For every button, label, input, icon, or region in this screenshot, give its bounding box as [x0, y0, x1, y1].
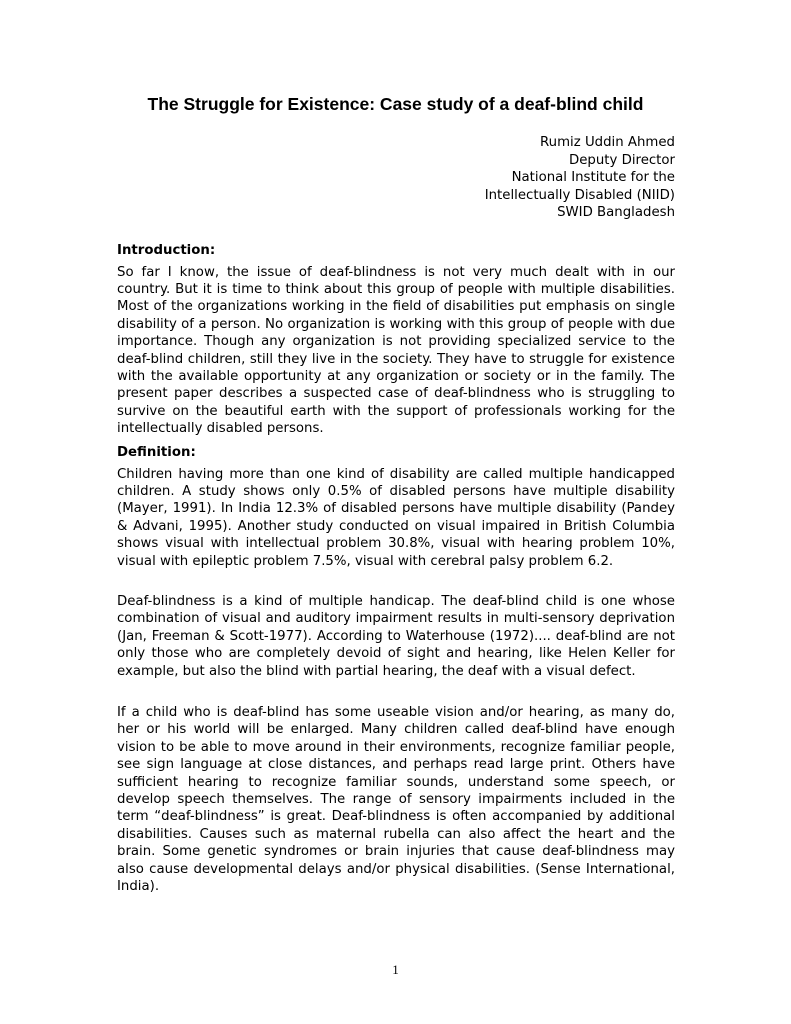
definition-paragraph-3: If a child who is deaf-blind has some useable vision and/or hearing, as many do, her or his world will be enlarged. Many children called deaf-blind have enough vision to be able to move around in their environments, recognize familiar people, see sign language at close distances, and perhaps read large print. Others have sufficient hearing to recognize familiar sounds, understand some speech, or develop speech themselves. The range of sensory impairments included in the term “deaf-blindness” is great. Deaf-blindness is often accompanied by additional disabilities. Causes such as maternal rubella can also affect the heart and the brain. Some genetic syndromes or brain injuries that cause deaf-blindness may also cause developmental delays and/or physical disabilities. (Sense International, India). [117, 705, 675, 895]
author-position: Deputy Director [568, 152, 675, 168]
definition-section [117, 444, 675, 570]
page-number: 1 [392, 962, 399, 977]
definition-paragraph-2: Deaf-blindness is a kind of multiple handicap. The deaf-blind child is one whose combination of visual and auditory impairment results in multi-sensory deprivation (Jan, Freeman & Scott-1977). According to Waterhouse (1972).... deaf-blind are not only those who are completely devoid of sight and hearing, like Helen Keller for example, but also the blind with partial hearing, the deaf with a visual defect. [117, 594, 675, 679]
author-block [485, 134, 675, 222]
definition-heading: Definition: [117, 445, 196, 460]
definition-paragraph-1: Children having more than one kind of disability are called multiple handicapped children. A study shows only 0.5% of disabled persons have multiple disability (Mayer, 1991). In India 12.3% of disabled persons have multiple disability (Pandey & Advani, 1995). Another study conducted on visual impaired in British Columbia shows visual with intellectual problem 30.8%, visual with hearing problem 10%, visual with epileptic problem 7.5%, visual with cerebral palsy problem 6.2. [117, 466, 675, 569]
author-institute-line1: National Institute for the [511, 170, 675, 186]
introduction-section [117, 242, 675, 438]
author-organization: SWID Bangladesh [557, 205, 675, 221]
author-name: Rumiz Uddin Ahmed [540, 135, 675, 150]
definition-paragraph-2-block [117, 593, 675, 680]
author-institute-line2: Intellectually Disabled (NIID) [484, 187, 675, 203]
definition-paragraph-3-block [117, 704, 675, 895]
document-title: The Struggle for Existence: Case study of a deaf-blind child [147, 94, 644, 114]
introduction-paragraph: So far I know, the issue of deaf-blindness is not very much dealt with in our country. But it is time to think about this group of people with multiple disabilities. Most of the organizations working in the field of disabilities put emphasis on single disability of a person. No organization is working with this group of people with due importance. Though any organization is not providing specialized service to the deaf-blind children, still they live in the society. They have to struggle for existence with the available opportunity at any organization or society or in the family. The present paper describes a suspected case of deaf-blindness who is struggling to survive on the beautiful earth with the support of professionals working for the intellectually disabled persons. [117, 264, 675, 437]
introduction-heading: Introduction: [117, 243, 216, 258]
